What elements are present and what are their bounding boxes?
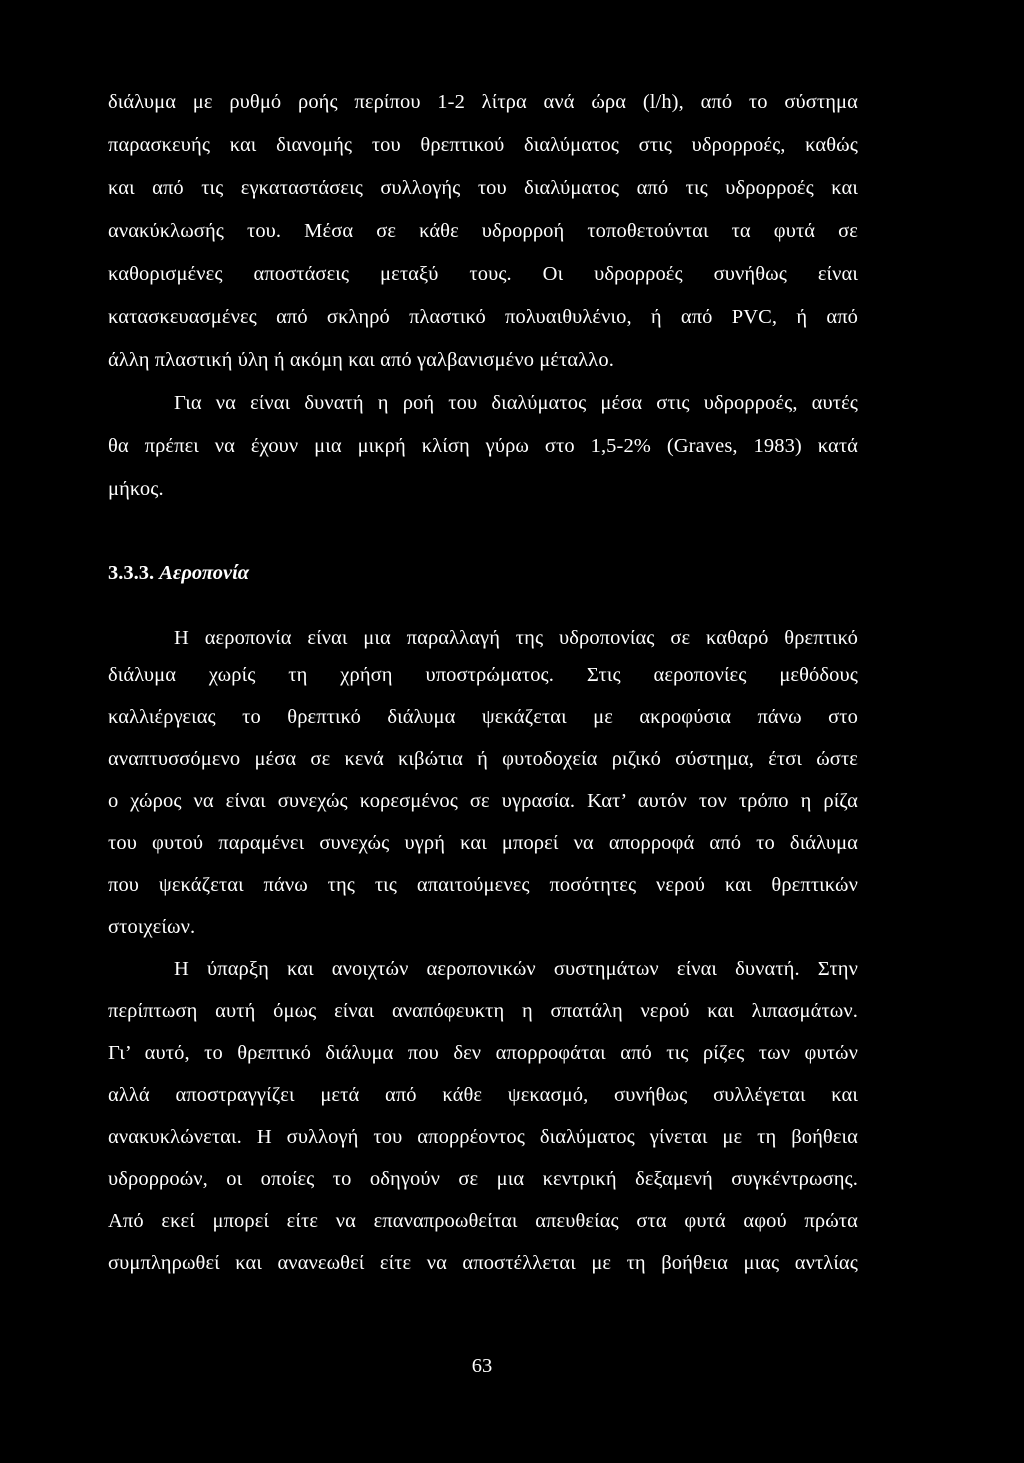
text-line: Η ύπαρξη και ανοιχτών αεροπονικών συστημάτων είναι δυνατή. Στην (174, 958, 858, 980)
text-line: διάλυμα με ρυθμό ροής περίπου 1-2 λίτρα ανά ώρα (l/h), από το σύστημα (108, 91, 858, 113)
text-line: που ψεκάζεται πάνω της τις απαιτούμενες ποσότητες νερού και θρεπτικών (108, 874, 858, 896)
section-heading (108, 563, 249, 584)
text-line: υδρορροών, οι οποίες το οδηγούν σε μια κεντρική δεξαμενή συγκέντρωσης. (108, 1168, 858, 1190)
text-line: θα πρέπει να έχουν μια μικρή κλίση γύρω στο 1,5-2% (Graves, 1983) κατά (108, 435, 858, 457)
text-line: άλλη πλαστική ύλη ή ακόμη και από γαλβανισμένο μέταλλο. (108, 349, 614, 371)
page-number: 63 (471, 1355, 493, 1377)
text-line: κατασκευασμένες από σκληρό πλαστικό πολυαιθυλένιο, ή από PVC, ή από (108, 306, 858, 328)
text-line: στοιχείων. (108, 916, 196, 938)
text-line: καλλιέργειας το θρεπτικό διάλυμα ψεκάζεται με ακροφύσια πάνω στο (108, 706, 858, 728)
text-line: αλλά αποστραγγίζει μετά από κάθε ψεκασμό, συνήθως συλλέγεται και (108, 1084, 858, 1106)
text-line: συμπληρωθεί και ανανεωθεί είτε να αποστέλλεται με τη βοήθεια μιας αντλίας (108, 1252, 858, 1274)
text-line: ο χώρος να είναι συνεχώς κορεσμένος σε υγρασία. Κατ’ αυτόν τον τρόπο η ρίζα (108, 790, 858, 812)
text-line: Γι’ αυτό, το θρεπτικό διάλυμα που δεν απορροφάται από τις ρίζες των φυτών (108, 1042, 858, 1064)
section-number: 3.3.3. (108, 562, 155, 584)
text-line: Για να είναι δυνατή η ροή του διαλύματος μέσα στις υδρορροές, αυτές (174, 392, 858, 414)
text-line: του φυτού παραμένει συνεχώς υγρή και μπορεί να απορροφά από το διάλυμα (108, 832, 858, 854)
section-title: Αεροπονία (159, 562, 250, 584)
text-line: ανακύκλωσής του. Μέσα σε κάθε υδρορροή τοποθετούνται τα φυτά σε (108, 220, 858, 242)
text-line: Από εκεί μπορεί είτε να επαναπροωθείται απευθείας στα φυτά αφού πρώτα (108, 1210, 858, 1232)
text-line: καθορισμένες αποστάσεις μεταξύ τους. Οι υδρορροές συνήθως είναι (108, 263, 858, 285)
text-line: περίπτωση αυτή όμως είναι αναπόφευκτη η σπατάλη νερού και λιπασμάτων. (108, 1000, 858, 1022)
text-line: αναπτυσσόμενο μέσα σε κενά κιβώτια ή φυτοδοχεία ριζικό σύστημα, έτσι ώστε (108, 748, 858, 770)
text-line: παρασκευής και διανομής του θρεπτικού διαλύματος στις υδρορροές, καθώς (108, 134, 858, 156)
text-line: και από τις εγκαταστάσεις συλλογής του διαλύματος από τις υδρορροές και (108, 177, 858, 199)
text-line: μήκος. (108, 478, 164, 500)
text-line: ανακυκλώνεται. Η συλλογή του απορρέοντος διαλύματος γίνεται με τη βοήθεια (108, 1126, 858, 1148)
text-line: διάλυμα χωρίς τη χρήση υποστρώματος. Στις αεροπονίες μεθόδους (108, 664, 858, 686)
text-line: Η αεροπονία είναι μια παραλλαγή της υδροπονίας σε καθαρό θρεπτικό (174, 627, 858, 649)
